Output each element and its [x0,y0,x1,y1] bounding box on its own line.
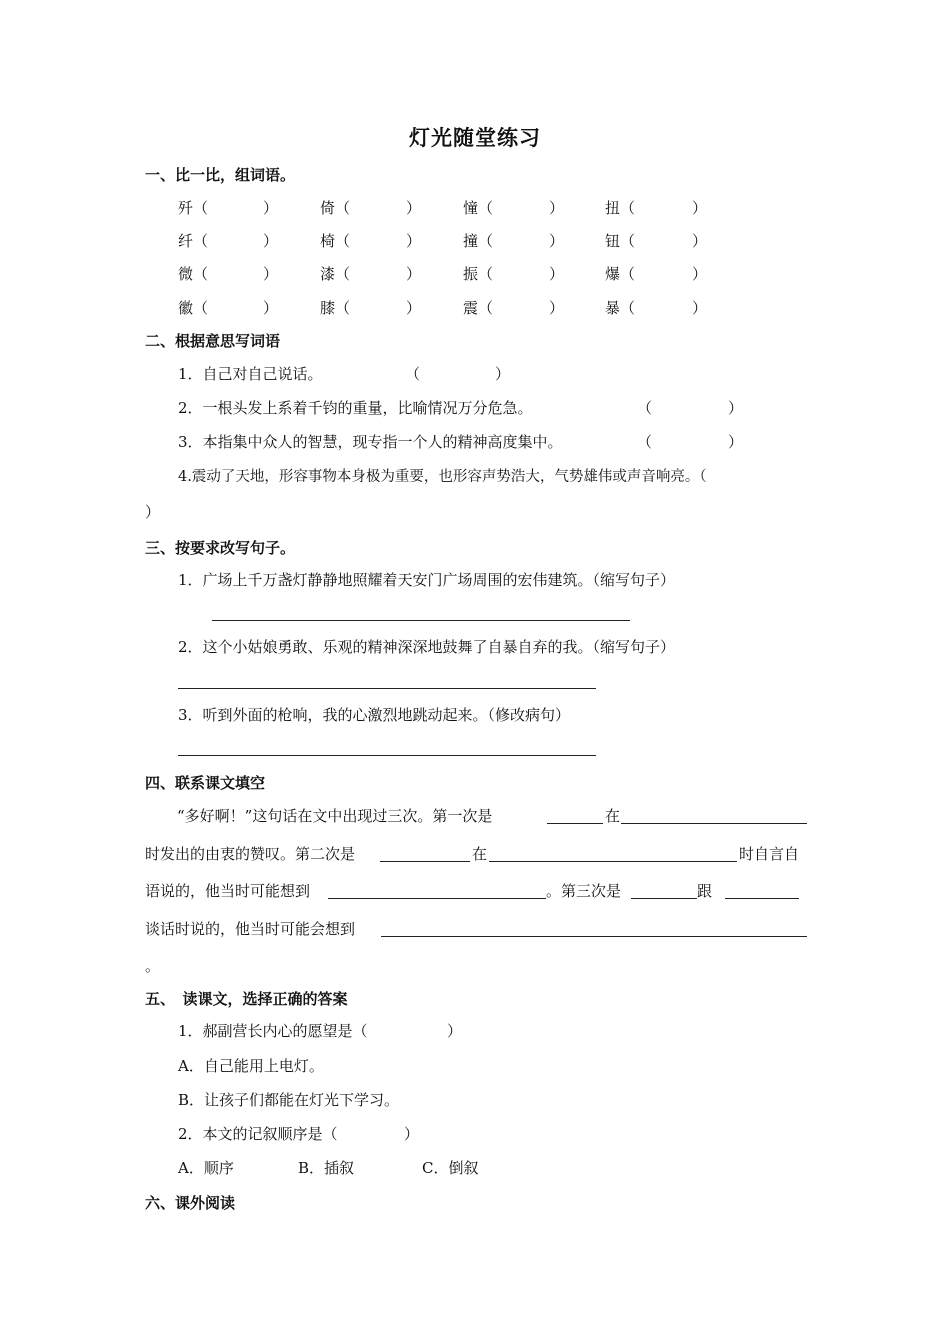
word-cell: 撞（ ） [463,232,565,250]
section-4-heading: 四、联系课文填空 [145,774,266,792]
fill-blank[interactable] [631,897,697,899]
answer-blank[interactable]: ） [406,232,422,250]
answer-close-paren[interactable]: ） [145,503,161,521]
word-cell: 纤（ ） [178,232,279,250]
definition-item: 1．自己对自己说话。 [178,365,323,383]
section-1-heading: 一、比一比，组词语。 [145,166,296,184]
option-c[interactable]: C．倒叙 [422,1159,479,1177]
question-2: 2．本文的记叙顺序是（ [178,1125,338,1143]
definition-item: 2．一根头发上系着千钧的重量，比喻情况万分危急。 [178,399,533,417]
answer-close-paren[interactable]: ） [728,399,744,417]
word-cell: 漆（ ） [320,265,422,283]
answer-blank[interactable]: ） [263,232,279,250]
answer-blank[interactable]: ） [549,265,565,283]
answer-blank[interactable]: ） [549,199,565,217]
word-cell: 钮（ ） [605,232,708,250]
rewrite-item: 1．广场上千万盏灯静静地照耀着天安门广场周围的宏伟建筑。（缩写句子） [178,571,676,589]
answer-close-paren[interactable]: ） [728,433,744,451]
definition-item: 4.震动了天地，形容事物本身极为重要，也形容声势浩大，气势雄伟或声音响亮。（ [178,469,707,485]
answer-open-paren[interactable]: （ [637,399,653,417]
answer-blank[interactable]: ） [263,199,279,217]
answer-close-paren[interactable]: ） [495,365,511,383]
answer-close-paren[interactable]: ） [404,1125,420,1143]
section-6-heading: 六、课外阅读 [145,1194,236,1212]
word-cell: 膝（ ） [320,299,422,317]
answer-line[interactable] [212,619,630,621]
option-b[interactable]: B．插叙 [298,1159,355,1177]
option-a[interactable]: A．顺序 [178,1159,234,1177]
question-1: 1．郝副营长内心的愿望是（ [178,1022,368,1040]
word-cell: 震（ ） [463,299,565,317]
word-cell: 扭（ ） [605,199,708,217]
fill-blank[interactable] [547,822,603,824]
word-cell: 振（ ） [463,265,565,283]
answer-blank[interactable]: ） [692,265,708,283]
answer-blank[interactable]: ） [692,299,708,317]
word-cell: 椅（ ） [320,232,422,250]
answer-blank[interactable]: ） [549,299,565,317]
fill-blank[interactable] [328,897,546,899]
answer-blank[interactable]: ） [263,265,279,283]
option-b[interactable]: B．让孩子们都能在灯光下学习。 [178,1091,400,1109]
answer-blank[interactable]: ） [692,199,708,217]
answer-line[interactable] [178,687,596,689]
worksheet-page: 灯光随堂练习 一、比一比，组词语。 歼（ ） 倚（ ） 憧（ ） 扭（ ） 纤（ ） 椅（ ） 撞（ ） 钮（ ） 微（ ） 漆（ ） 振（ ） 爆（ ） 徽（ ） 膝（ ） 震（ ） 暴（ ） 二、根据意思写词语 1．自己对自己说话。 （ ） 2．一根头发上系着千钧的重量，比喻情况万分危急。 （ ） 3．本指集中众人的智慧，现专指一个人的精神高度集中。 （ ） 4.震动了天地，形容事物本身极为重要，也形容声势浩大，气势雄伟或声音响亮。（ ） 三、按要求改写句子。 1．广场上千万盏灯静静地照耀着天安门广场周围的宏伟建筑。（缩写句子） 2．这个小姑娘勇敢、乐观的精神深深地鼓舞了自暴自弃的我。（缩写句子） 3．听到外面的枪响，我的心激烈地跳动起来。（修改病句） 四、联系课文填空 “多好啊！”这句话在文中出现过三次。第一次是 在 时发出的由衷的赞叹。第二次是 在 时自言自 语说的，他当时可能想到 。第三次是 跟 谈话时说的，他当时可能会想到 。 五、 读课文，选择正确的答案 1．郝副营长内心的愿望是（ ） A．自己能用上电灯。 B．让孩子们都能在灯光下学习。 2．本文的记叙顺序是（ ） A．顺序 B．插叙 C．倒叙 六、课外阅读 [0,0,950,1344]
section-2-heading: 二、根据意思写词语 [145,332,281,350]
answer-blank[interactable]: ） [406,265,422,283]
answer-close-paren[interactable]: ） [447,1022,463,1040]
answer-blank[interactable]: ） [692,232,708,250]
word-cell: 暴（ ） [605,299,708,317]
answer-open-paren[interactable]: （ [405,365,421,383]
page-title: 灯光随堂练习 [409,125,541,150]
word-cell: 歼（ ） [178,199,279,217]
fill-blank[interactable] [381,935,807,937]
section-3-heading: 三、按要求改写句子。 [145,539,296,557]
fill-blank[interactable] [380,860,470,862]
fill-blank[interactable] [725,897,799,899]
answer-blank[interactable]: ） [406,199,422,217]
fill-blank[interactable] [621,822,807,824]
word-cell: 倚（ ） [320,199,422,217]
answer-blank[interactable]: ） [549,232,565,250]
answer-open-paren[interactable]: （ [637,433,653,451]
fill-blank[interactable] [489,860,737,862]
section-5-heading: 五、 读课文，选择正确的答案 [145,990,348,1008]
rewrite-item: 2．这个小姑娘勇敢、乐观的精神深深地鼓舞了自暴自弃的我。（缩写句子） [178,638,676,656]
definition-item: 3．本指集中众人的智慧，现专指一个人的精神高度集中。 [178,433,563,451]
word-cell: 徽（ ） [178,299,279,317]
answer-blank[interactable]: ） [263,299,279,317]
word-cell: 爆（ ） [605,265,708,283]
word-cell: 微（ ） [178,265,279,283]
answer-blank[interactable]: ） [406,299,422,317]
answer-line[interactable] [178,754,596,756]
option-a[interactable]: A．自己能用上电灯。 [178,1057,324,1075]
rewrite-item: 3．听到外面的枪响，我的心激烈地跳动起来。（修改病句） [178,706,571,724]
word-cell: 憧（ ） [463,199,565,217]
